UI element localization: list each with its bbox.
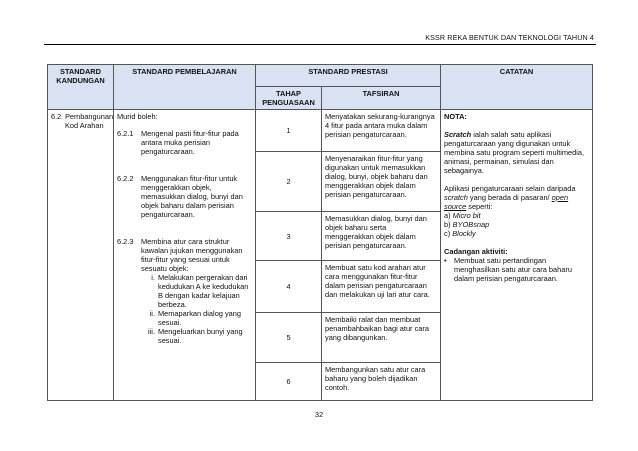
- apps-note: [444, 184, 589, 211]
- apps-term: scratch: [444, 193, 468, 202]
- tafsiran-cell: Membuat satu kod arahan atur cara menggunakan fitur-fitur dalam perisian pengaturcaraan dan melakukan uji lari atur cara.: [322, 261, 441, 313]
- learning-subitem-number: i.: [151, 273, 155, 282]
- kandungan-title: Pembangunan Kod Arahan: [65, 112, 114, 130]
- document-header: KSSR REKA BENTUK DAN TEKNOLOGI TAHUN 4: [425, 33, 594, 42]
- tahap-cell: 5: [256, 313, 322, 363]
- scratch-term: Scratch: [444, 130, 472, 139]
- learning-standard-number: 6.2.2: [117, 174, 134, 183]
- tahap-cell: 2: [256, 152, 322, 212]
- standard-kandungan-cell: [48, 110, 114, 401]
- header-catatan: CATATAN: [441, 65, 593, 110]
- page-number: 32: [314, 410, 324, 419]
- learning-standard-number: 6.2.1: [117, 129, 134, 138]
- app-item-label: b): [444, 220, 451, 229]
- apps-intro: Aplikasi pengaturcaraan selain daripada: [444, 184, 576, 193]
- app-item-name: Blockly: [452, 229, 476, 238]
- learning-standard-item: [117, 129, 252, 156]
- apps-mid: yang berada di pasaran/: [467, 193, 552, 202]
- tafsiran-cell: Membangunkan satu atur cara baharu yang boleh dijadikan contoh.: [322, 363, 441, 401]
- app-item-label: a): [444, 211, 451, 220]
- tafsiran-cell: Memasukkan dialog, bunyi dan objek baharu serta menggerakkan objek dalam perisian pengaturcaraan.: [322, 212, 441, 261]
- apps-term-open-source: open source: [444, 193, 569, 211]
- header-standard-kandungan: STANDARD KANDUNGAN: [48, 65, 114, 110]
- app-item: [444, 211, 589, 220]
- header-standard-pembelajaran: STANDARD PEMBELAJARAN: [114, 65, 256, 110]
- app-item-label: c): [444, 229, 451, 238]
- learning-standard-text: [141, 237, 252, 345]
- learning-subitem: [141, 327, 252, 345]
- learning-standard-item: [117, 237, 252, 345]
- learning-subitem-text: Memaparkan dialog yang sesuai.: [158, 309, 241, 327]
- cadangan-item-text: Membuat satu pertandingan menghasilkan satu atur cara baharu dalam perisian pengaturcaraan.: [454, 256, 572, 283]
- tahap-cell: 6: [256, 363, 322, 401]
- header-tahap-penguasaan: TAHAP PENGUASAAN: [256, 87, 322, 110]
- tafsiran-cell: Menyenaraikan fitur-fitur yang digunakan untuk memasukkan dialog, bunyi, objek baharu dan menggerakkan objek dalam perisian pengaturcaraan.: [322, 152, 441, 212]
- header-standard-prestasi: STANDARD PRESTASI: [256, 65, 441, 87]
- catatan-cell: [441, 110, 593, 401]
- cadangan-label: Cadangan aktiviti:: [444, 247, 508, 256]
- apps-end: seperti:: [466, 202, 493, 211]
- learning-standard-number: 6.2.3: [117, 237, 134, 246]
- tafsiran-cell: Menyatakan sekurang-kurangnya 4 fitur pada antara muka dalam perisian pengaturcaraan.: [322, 110, 441, 152]
- kandungan-code: 6.2: [51, 112, 62, 121]
- scratch-description: ialah salah satu aplikasi pengaturcaraan yang digunakan untuk membina satu program seperti multimedia, animasi, permainan, simulasi dan sebagainya.: [444, 130, 585, 175]
- app-item-name: BYOBsnap: [452, 220, 490, 229]
- app-item: [444, 220, 589, 229]
- tahap-cell: 1: [256, 110, 322, 152]
- header-tafsiran: TAFSIRAN: [322, 87, 441, 110]
- learning-subitem-number: ii.: [149, 309, 155, 318]
- learning-subitem: [141, 309, 252, 327]
- app-item: [444, 229, 589, 238]
- pembelajaran-intro: Murid boleh:: [117, 112, 158, 121]
- learning-standard-text: Menggunakan fitur-fitur untuk menggerakkan objek, memasukkan dialog, bunyi dan objek baharu dalam perisian pengaturcaraan.: [141, 174, 243, 219]
- bullet-icon: •: [444, 256, 447, 265]
- standards-table: [47, 64, 593, 401]
- tahap-cell: 4: [256, 261, 322, 313]
- learning-standard-text: Mengenal pasti fitur-fitur pada antara muka perisian pengaturcaraan.: [141, 129, 239, 156]
- learning-subitem-text: Melakukan pergerakan dari kedudukan A ke kedudukan B dengan kadar kelajuan berbeza.: [158, 273, 249, 309]
- standard-pembelajaran-cell: [114, 110, 256, 401]
- tahap-cell: 3: [256, 212, 322, 261]
- learning-subitem-text: Mengeluarkan bunyi yang sesuai.: [158, 327, 243, 345]
- cadangan-item: [444, 256, 589, 283]
- nota-label: NOTA:: [444, 112, 467, 121]
- scratch-note: [444, 130, 589, 175]
- app-item-name: Micro bit: [452, 211, 481, 220]
- learning-standard-text-main: Membina atur cara struktur kawalan jujukan menggunakan fitur-fitur yang sesuai untuk sesuatu objek:: [141, 237, 243, 273]
- learning-subitem-number: iii.: [148, 327, 155, 336]
- tafsiran-cell: Membaiki ralat dan membuat penambahbaikan bagi atur cara yang dibangunkan.: [322, 313, 441, 363]
- learning-standard-item: [117, 174, 252, 219]
- header-rule: [44, 44, 596, 45]
- learning-subitem: [141, 273, 252, 309]
